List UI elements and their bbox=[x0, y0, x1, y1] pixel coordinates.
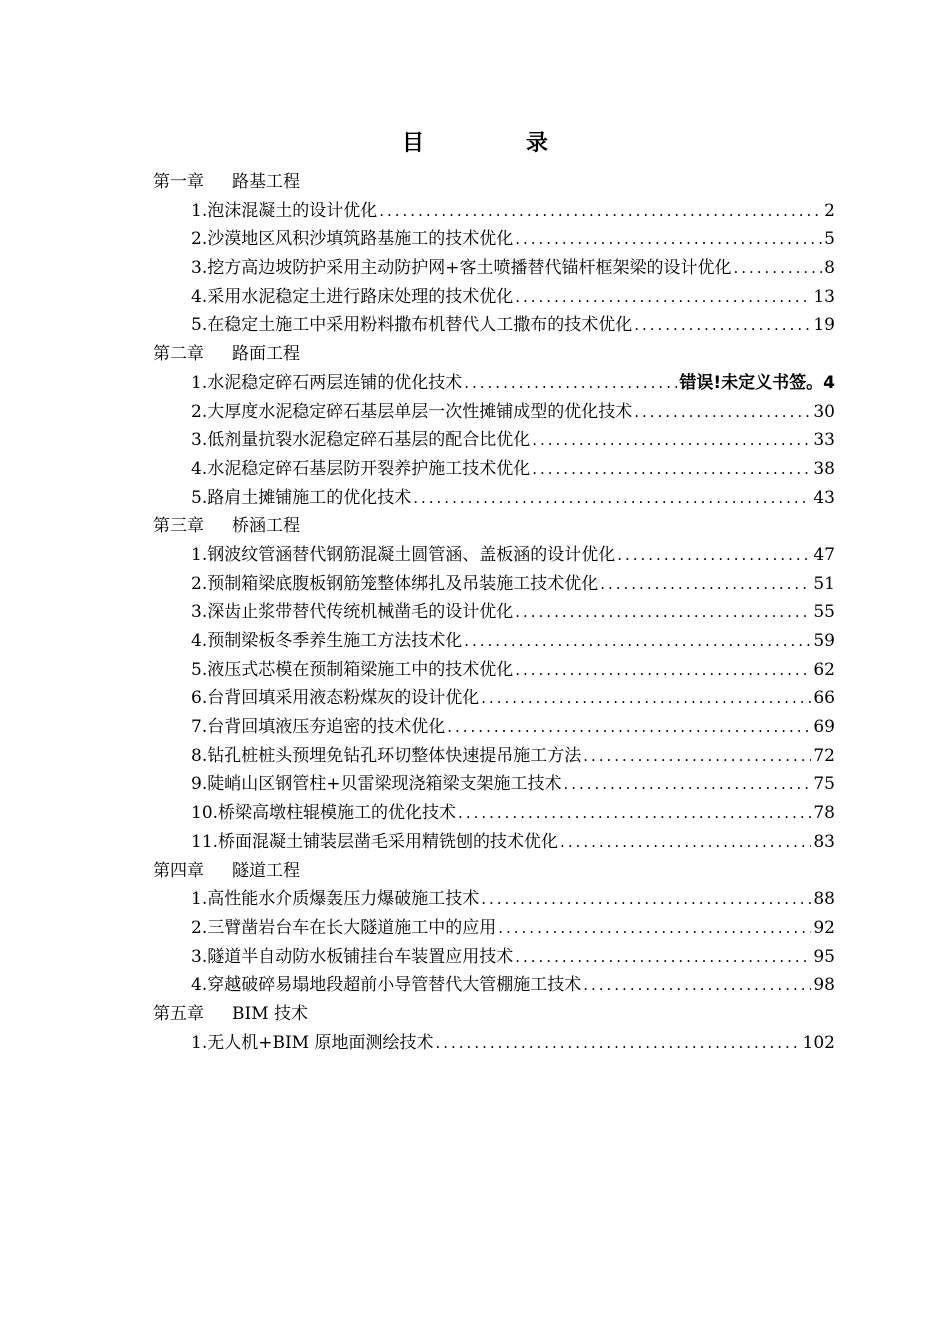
chapter-name: 隧道工程 bbox=[232, 860, 300, 881]
toc-entry-page-number: 51 bbox=[813, 573, 835, 594]
chapter-heading[interactable] bbox=[153, 168, 835, 197]
dot-leader bbox=[617, 541, 811, 570]
toc-entry-page-number: 47 bbox=[813, 544, 835, 565]
toc-entry[interactable] bbox=[153, 943, 835, 972]
dot-leader bbox=[464, 369, 677, 398]
chapter-label: 第一章 bbox=[153, 172, 204, 192]
toc-entry-title: 3.深齿止浆带替代传统机械凿毛的设计优化 bbox=[191, 602, 514, 623]
dot-leader bbox=[515, 283, 811, 312]
dot-leader bbox=[515, 598, 811, 627]
toc-entry[interactable] bbox=[153, 971, 835, 1000]
dot-leader bbox=[600, 570, 811, 599]
dot-leader bbox=[435, 1029, 800, 1058]
toc-entry-title: 2.三臂凿岩台车在长大隧道施工中的应用 bbox=[191, 917, 497, 938]
toc-entry-page-number: 13 bbox=[813, 286, 835, 307]
dot-leader bbox=[498, 914, 811, 943]
toc-entry-page-number: 错误!未定义书签。4 bbox=[679, 372, 835, 393]
toc-entry-page-number: 38 bbox=[813, 458, 835, 479]
toc-entry[interactable] bbox=[153, 541, 835, 570]
chapter-heading[interactable] bbox=[153, 1000, 835, 1029]
toc-entry-title: 5.在稳定土施工中采用粉料撒布机替代人工撒布的技术优化 bbox=[191, 315, 633, 336]
toc-entry-title: 3.低剂量抗裂水泥稳定碎石基层的配合比优化 bbox=[191, 430, 531, 451]
toc-entry-title: 2.预制箱梁底腹板钢筋笼整体绑扎及吊装施工技术优化 bbox=[191, 573, 599, 594]
toc-entry-page-number: 30 bbox=[813, 401, 835, 422]
chapter-name: 路基工程 bbox=[232, 172, 300, 192]
toc-entry-page-number: 19 bbox=[813, 315, 835, 336]
toc-entry[interactable] bbox=[153, 254, 835, 283]
toc-entry-title: 10.桥梁高墩柱辊模施工的优化技术 bbox=[191, 803, 457, 824]
dot-leader bbox=[515, 656, 811, 685]
toc-entry-title: 4.采用水泥稳定土进行路床处理的技术优化 bbox=[191, 286, 514, 307]
chapter-label: 第三章 bbox=[153, 516, 204, 537]
toc-entry[interactable] bbox=[153, 828, 835, 857]
toc-entry[interactable] bbox=[153, 627, 835, 656]
toc-entry-title: 1.钢波纹管涵替代钢筋混凝土圆管涵、盖板涵的设计优化 bbox=[191, 544, 616, 565]
toc-entry-title: 2.沙漠地区风积沙填筑路基施工的技术优化 bbox=[191, 229, 514, 250]
chapter-name: 桥涵工程 bbox=[232, 516, 300, 537]
dot-leader bbox=[532, 426, 811, 455]
toc-entry-title: 1.高性能水介质爆轰压力爆破施工技术 bbox=[191, 889, 480, 910]
chapter-label: 第四章 bbox=[153, 860, 204, 881]
toc-entry[interactable] bbox=[153, 455, 835, 484]
toc-entry-title: 3.挖方高边坡防护采用主动防护网+客土喷播替代锚杆框架梁的设计优化 bbox=[191, 258, 732, 279]
toc-entry[interactable] bbox=[153, 283, 835, 312]
dot-leader bbox=[634, 311, 811, 340]
toc-entry-title: 4.预制梁板冬季养生施工方法技术化 bbox=[191, 631, 463, 651]
toc-entry-title: 2.大厚度水泥稳定碎石基层单层一次性摊铺成型的优化技术 bbox=[191, 401, 633, 422]
dot-leader bbox=[481, 684, 811, 713]
chapter-heading[interactable] bbox=[153, 512, 835, 541]
toc-entry-title: 8.钻孔桩桩头预埋免钻孔环切整体快速提吊施工方法 bbox=[191, 745, 582, 766]
dot-leader bbox=[532, 455, 811, 484]
toc-entry-page-number: 62 bbox=[813, 659, 835, 680]
toc-entry-page-number: 33 bbox=[813, 430, 835, 451]
toc-entry[interactable] bbox=[153, 484, 835, 513]
chapter-heading[interactable] bbox=[153, 340, 835, 369]
toc-entry-page-number: 55 bbox=[813, 602, 835, 623]
toc-entry[interactable] bbox=[153, 742, 835, 771]
dot-leader bbox=[447, 713, 811, 742]
table-of-contents bbox=[153, 168, 835, 1057]
toc-entry[interactable] bbox=[153, 598, 835, 627]
toc-entry-page-number: 78 bbox=[813, 803, 835, 824]
toc-entry[interactable] bbox=[153, 713, 835, 742]
toc-entry-page-number: 43 bbox=[813, 487, 835, 508]
dot-leader bbox=[560, 828, 811, 857]
toc-entry-title: 1.无人机+BIM 原地面测绘技术 bbox=[191, 1032, 434, 1053]
toc-entry[interactable] bbox=[153, 656, 835, 685]
dot-leader bbox=[515, 225, 822, 254]
toc-entry-page-number: 102 bbox=[802, 1032, 835, 1053]
toc-entry-page-number: 83 bbox=[813, 831, 835, 852]
toc-entry-page-number: 95 bbox=[813, 946, 835, 967]
toc-entry-title: 3.隧道半自动防水板铺挂台车装置应用技术 bbox=[191, 946, 514, 967]
toc-entry-page-number: 2 bbox=[824, 200, 835, 221]
toc-entry-page-number: 92 bbox=[813, 917, 835, 938]
dot-leader bbox=[464, 627, 811, 656]
chapter-name: 路面工程 bbox=[232, 344, 300, 365]
toc-entry-page-number: 88 bbox=[813, 889, 835, 910]
toc-entry[interactable] bbox=[153, 311, 835, 340]
toc-title: 目 录 bbox=[401, 130, 588, 156]
toc-entry[interactable] bbox=[153, 426, 835, 455]
chapter-label: 第二章 bbox=[153, 344, 204, 365]
dot-leader bbox=[583, 971, 811, 1000]
toc-entry-page-number: 69 bbox=[813, 717, 835, 738]
toc-entry-page-number: 66 bbox=[813, 688, 835, 709]
toc-entry[interactable] bbox=[153, 885, 835, 914]
chapter-label: 第五章 bbox=[153, 1003, 204, 1024]
toc-entry[interactable] bbox=[153, 369, 835, 398]
toc-entry[interactable] bbox=[153, 197, 835, 226]
toc-entry-title: 4.穿越破碎易塌地段超前小导管替代大管棚施工技术 bbox=[191, 975, 582, 996]
dot-leader bbox=[413, 484, 811, 513]
dot-leader bbox=[634, 398, 811, 427]
chapter-name: BIM 技术 bbox=[232, 1003, 309, 1024]
toc-entry-title: 5.路肩土摊铺施工的优化技术 bbox=[191, 487, 412, 508]
toc-entry[interactable] bbox=[153, 225, 835, 254]
toc-entry[interactable] bbox=[153, 770, 835, 799]
toc-entry-page-number: 8 bbox=[824, 258, 835, 279]
toc-entry[interactable] bbox=[153, 914, 835, 943]
toc-entry-title: 11.桥面混凝土铺装层凿毛采用精铣刨的技术优化 bbox=[191, 831, 559, 852]
toc-entry-title: 7.台背回填液压夯追密的技术优化 bbox=[191, 717, 446, 738]
dot-leader bbox=[379, 197, 822, 226]
toc-entry-page-number: 5 bbox=[824, 229, 835, 250]
dot-leader bbox=[733, 254, 822, 283]
dot-leader bbox=[458, 799, 811, 828]
toc-entry-page-number: 98 bbox=[813, 975, 835, 996]
toc-entry-title: 1.水泥稳定碎石两层连铺的优化技术 bbox=[191, 372, 463, 393]
toc-entry-title: 1.泡沫混凝土的设计优化 bbox=[191, 200, 378, 221]
dot-leader bbox=[515, 943, 811, 972]
toc-entry-page-number: 75 bbox=[813, 774, 835, 795]
toc-entry[interactable] bbox=[153, 1029, 835, 1058]
dot-leader bbox=[481, 885, 811, 914]
toc-entry-title: 5.液压式芯模在预制箱梁施工中的技术优化 bbox=[191, 659, 514, 680]
toc-entry-title: 4.水泥稳定碎石基层防开裂养护施工技术优化 bbox=[191, 458, 531, 479]
chapter-heading[interactable] bbox=[153, 857, 835, 886]
toc-entry[interactable] bbox=[153, 570, 835, 599]
dot-leader bbox=[583, 742, 811, 771]
toc-entry-title: 9.陡峭山区钢管柱+贝雷梁现浇箱梁支架施工技术 bbox=[191, 774, 562, 795]
toc-entry[interactable] bbox=[153, 684, 835, 713]
toc-entry-title: 6.台背回填采用液态粉煤灰的设计优化 bbox=[191, 688, 480, 709]
toc-entry[interactable] bbox=[153, 799, 835, 828]
toc-entry[interactable] bbox=[153, 398, 835, 427]
toc-entry-page-number: 72 bbox=[813, 745, 835, 766]
dot-leader bbox=[563, 770, 811, 799]
toc-entry-page-number: 59 bbox=[813, 631, 835, 651]
